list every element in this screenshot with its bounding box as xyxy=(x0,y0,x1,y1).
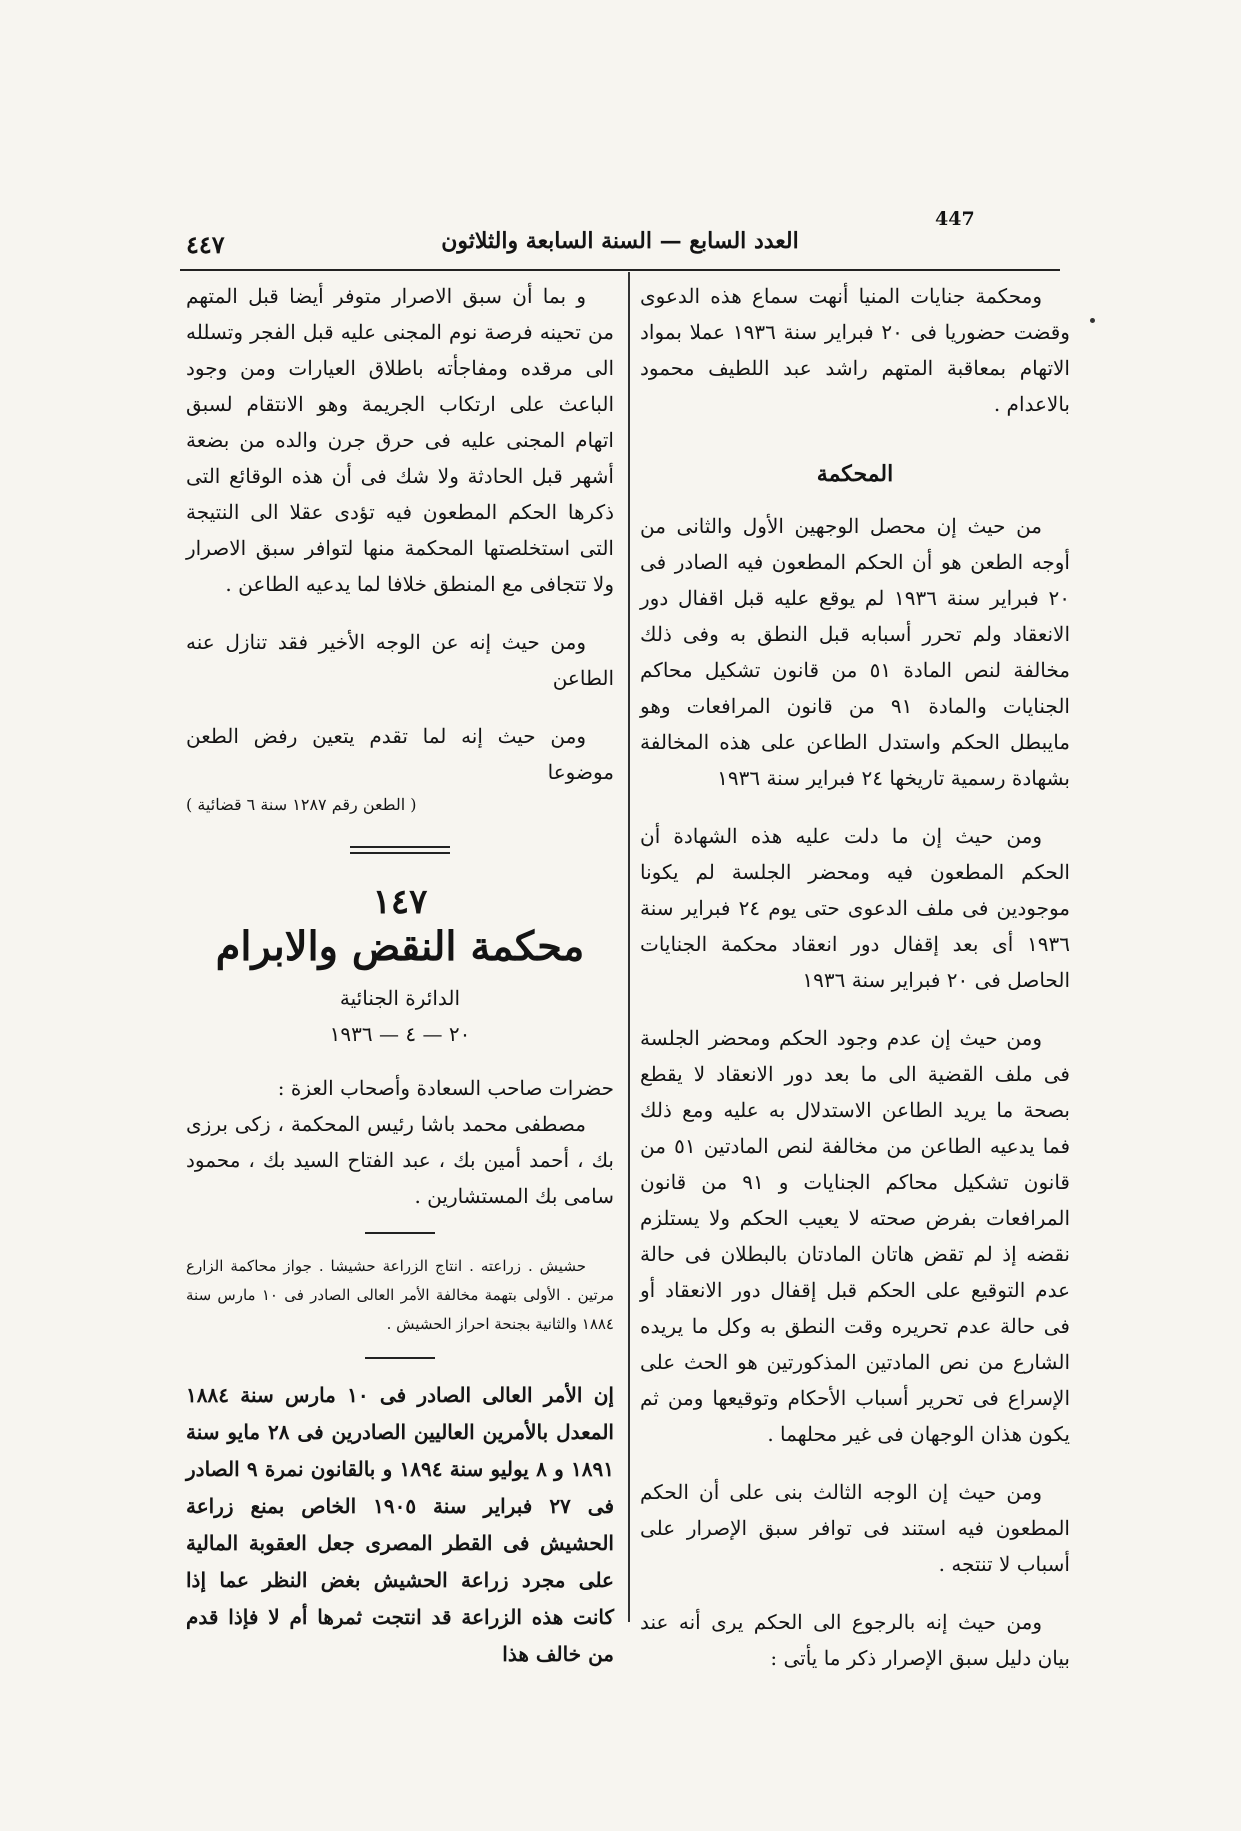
short-rule xyxy=(365,1232,435,1234)
section-heading: المحكمة xyxy=(816,461,894,487)
paragraph: ومن حيث إنه عن الوجه الأخير فقد تنازل عنه الطاعن xyxy=(186,630,614,690)
running-title: العدد السابع — السنة السابعة والثلاثون xyxy=(441,228,799,254)
column-divider xyxy=(628,272,630,1622)
page-number-arabic: ٤٤٧ xyxy=(186,230,225,259)
left-column xyxy=(186,278,614,1673)
paragraph: ومن حيث إن ما دلت عليه هذه الشهادة أن الحكم المطعون فيه ومحضر الجلسة لم يكونا موجودين فى ملف الدعوى حتى يوم ٢٤ فبراير سنة ١٩٣٦ أى بعد إقفال دور انعقاد محكمة الجنايات الحاصل فى ٢٠ فبراير سنة ١٩٣٦ xyxy=(640,824,1070,992)
paragraph: من حيث إن محصل الوجهين الأول والثانى من أوجه الطعن هو أن الحكم المطعون فيه الصادر فى ٢٠ فبراير سنة ١٩٣٦ لم يوقع عليه قبل اقفال دور الانعقاد ولم تحرر أسبابه قبل النطق به وفى ذلك مخالفة لنص المادة ٥١ من قانون تشكيل محاكم الجنايات والمادة ٩١ من قانون المرافعات وهو مايبطل الحكم واستدل الطاعن على هذه المخالفة بشهادة رسمية تاريخها ٢٤ فبراير سنة ١٩٣٦ xyxy=(640,514,1070,790)
chamber-name: الدائرة الجنائية xyxy=(339,986,461,1010)
right-column xyxy=(640,278,1070,1676)
paragraph: ومن حيث إن عدم وجود الحكم ومحضر الجلسة فى ملف القضية الى ما بعد دور الانعقاد لا يقطع بصحة ما يريد الطاعن الاستدلال به عليه ومع ذلك فما يدعيه الطاعن من مخالفة لنص المادتين ٥١ من قانون تشكيل محاكم الجنايات و ٩١ من قانون المرافعات بفرض صحته لا يعيب الحكم ولا يستلزم نقضه إذ لم تقض هاتان المادتان بالبطلان فى حالة عدم التوقيع على الحكم قبل إقفال دور الانعقاد أو فى حالة عدم تحريره وقت النطق به وكل ما يريده الشارع من نص المادتين المذكورتين هو الحث على الإسراع فى تحرير أسباب الأحكام وتوقيعها ومن ثم يكون هذان الوجهان فى غير محلهما . xyxy=(640,1026,1071,1446)
paragraph: و بما أن سبق الاصرار متوفر أيضا قبل المتهم من تحينه فرصة نوم المجنى عليه قبل الفجر وتسلله الى مرقده ومفاجأته باطلاق العيارات ومن وجود الباعث على ارتكاب الجريمة وهو الانتقام لسبق اتهام المجنى عليه فى حرق جرن والده من بضعة أشهر قبل الحادثة ولا شك فى أن هذه الوقائع التى ذكرها الحكم المطعون فيه تؤدى عقلا الى النتيجة التى استخلصتها المحكمة منها لتوافر سبق الاصرار ولا تتجافى مع المنطق خلافا لما يدعيه الطاعن . xyxy=(186,284,614,596)
paragraph: ومن حيث إن الوجه الثالث بنى على أن الحكم المطعون فيه استند فى توافر سبق الإصرار على أسباب لا تنتجه . xyxy=(640,1480,1070,1576)
paragraph: ومن حيث إنه لما تقدم يتعين رفض الطعن موضوعا xyxy=(186,724,614,784)
appeal-reference: ( الطعن رقم ١٢٨٧ سنة ٦ قضائية ) xyxy=(186,795,417,814)
paragraph: ومحكمة جنايات المنيا أنهت سماع هذه الدعوى وقضت حضوريا فى ٢٠ فبراير سنة ١٩٣٦ عملا بمواد الاتهام بمعاقبة المتهم راشد عبد اللطيف محمود بالاعدام . xyxy=(640,284,1070,416)
page-header xyxy=(180,198,1060,258)
short-rule xyxy=(365,1357,435,1359)
case-number: ١٤٧ xyxy=(372,882,428,922)
page-number-latin: 447 xyxy=(935,208,975,230)
court-title: محكمة النقض والابرام xyxy=(215,923,585,970)
paragraph: ومن حيث إنه بالرجوع الى الحكم يرى أنه عند بيان دليل سبق الإصرار ذكر ما يأتى : xyxy=(640,1610,1070,1670)
case-summary: حشيش . زراعته . انتاج الزراعة حشيشا . جواز محاكمة الزارع مرتين . الأولى بتهمة مخالفة الأمر العالى الصادر فى ١٠ مارس سنة ١٨٨٤ والثانية بجنحة احراز الحشيش . xyxy=(186,1257,614,1333)
margin-dot xyxy=(1090,318,1095,323)
legal-principle: إن الأمر العالى الصادر فى ١٠ مارس سنة ١٨٨٤ المعدل بالأمرين العاليين الصادرين فى ٢٨ مايو سنة ١٨٩١ و ٨ يوليو سنة ١٨٩٤ و بالقانون نمرة ٩ الصادر فى ٢٧ فبراير سنة ١٩٠٥ الخاص بمنع زراعة الحشيش فى القطر المصرى جعل العقوبة المالية على مجرد زراعة الحشيش بغض النظر عما إذا كانت هذه الزراعة قد انتجت ثمرها أم لا فإذا قدم من خالف هذا xyxy=(186,1383,615,1666)
presence-line: حضرات صاحب السعادة وأصحاب العزة : xyxy=(277,1076,614,1100)
header-rule xyxy=(180,269,1060,271)
judges-list: مصطفى محمد باشا رئيس المحكمة ، زكى برزى بك ، أحمد أمين بك ، عبد الفتاح السيد بك ، محمود سامى بك المستشارين . xyxy=(186,1112,614,1208)
ruling-date: ٢٠ — ٤ — ١٩٣٦ xyxy=(329,1022,471,1046)
double-rule xyxy=(350,846,450,854)
